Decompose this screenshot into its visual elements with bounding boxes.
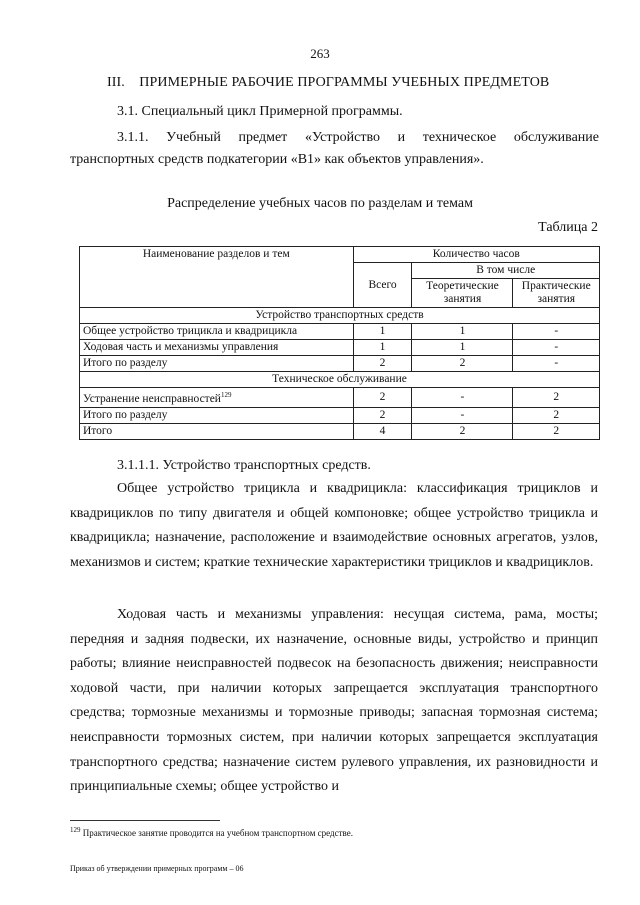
- row-practice: 2: [513, 388, 600, 408]
- table-row: [80, 340, 600, 356]
- section-title-cell: Устройство транспортных средств: [80, 308, 600, 324]
- row-theory: 1: [412, 324, 513, 340]
- topic-subheading: 3.1.1.1. Устройство транспортных средств.: [117, 458, 371, 473]
- row-theory: -: [412, 407, 513, 423]
- header-theory: Теоретические занятия: [412, 279, 513, 308]
- footnote-number: 129: [70, 826, 81, 834]
- hours-table: [79, 246, 600, 440]
- footnote: [70, 826, 353, 838]
- table-row: [80, 388, 600, 408]
- row-theory: 2: [412, 356, 513, 372]
- row-total: 2: [353, 356, 412, 372]
- page-footer: Приказ об утверждении примерных программ – 06: [70, 864, 244, 873]
- row-theory: 2: [412, 423, 513, 439]
- table-header-row: [80, 247, 600, 263]
- row-total: 2: [353, 407, 412, 423]
- paragraph-text: Общее устройство трицикла и квадрицикла: классификация трициклов и квадрициклов по типу двигателя и общей компоновке; общее устройство трицикла и квадрицикла; назначение, расположение и взаимодействие основных агрегатов, узлов, механизмов и систем; краткие технические характеристики трициклов и квадрициклов.: [70, 481, 598, 570]
- row-practice: -: [513, 340, 600, 356]
- subject-title-line2: транспортных средств подкатегории «B1» как объектов управления».: [70, 152, 484, 167]
- row-name: Итого по разделу: [80, 356, 354, 372]
- row-practice: 2: [513, 423, 600, 439]
- header-total: Всего: [353, 263, 412, 308]
- section-title: 3.1. Специальный цикл Примерной программы.: [117, 104, 403, 119]
- paragraph-chassis: [70, 603, 598, 800]
- row-theory: 1: [412, 340, 513, 356]
- footnote-divider: [70, 820, 220, 821]
- table-row: [80, 407, 600, 423]
- table-row: [80, 356, 600, 372]
- row-name: [80, 388, 354, 408]
- header-practice: Практические занятия: [513, 279, 600, 308]
- section-title-cell: Техническое обслуживание: [80, 372, 600, 388]
- header-including: В том числе: [412, 263, 600, 279]
- row-name: Итого по разделу: [80, 407, 354, 423]
- paragraph-general-structure: [70, 477, 598, 575]
- row-name-text: Устранение неисправностей: [83, 392, 221, 405]
- table-label: Таблица 2: [538, 220, 598, 235]
- row-name: Итого: [80, 423, 354, 439]
- row-total: 4: [353, 423, 412, 439]
- row-total: 1: [353, 340, 412, 356]
- row-name: Общее устройство трицикла и квадрицикла: [80, 324, 354, 340]
- table-row: [80, 324, 600, 340]
- header-name: Наименование разделов и тем: [80, 247, 354, 308]
- row-total: 1: [353, 324, 412, 340]
- section-row: [80, 308, 600, 324]
- table-row-total: [80, 423, 600, 439]
- row-practice: -: [513, 356, 600, 372]
- row-total: 2: [353, 388, 412, 408]
- footnote-marker: 129: [220, 391, 232, 399]
- paragraph-text: Ходовая часть и механизмы управления: несущая система, рама, мосты; передняя и задняя подвески, их назначение, основные виды, устройство и принцип работы; влияние неисправностей подвесок на безопасность движения; неисправности ходовой части, при наличии которых запрещается эксплуатация транспортного средства; тормозные механизмы и тормозные приводы; запасная тормозная система; неисправности тормозных систем, при наличии которых запрещается эксплуатация транспортного средства; назначение систем рулевого управления, их разновидности и принципиальные схемы; общее устройство и: [70, 607, 598, 795]
- header-hours: Количество часов: [353, 247, 599, 263]
- page-number: 263: [310, 46, 330, 61]
- row-practice: -: [513, 324, 600, 340]
- table-caption: Распределение учебных часов по разделам и темам: [167, 196, 473, 211]
- row-theory: -: [412, 388, 513, 408]
- row-practice: 2: [513, 407, 600, 423]
- chapter-heading: III. ПРИМЕРНЫЕ РАБОЧИЕ ПРОГРАММЫ УЧЕБНЫХ ПРЕДМЕТОВ: [107, 75, 550, 90]
- row-name: Ходовая часть и механизмы управления: [80, 340, 354, 356]
- section-row: [80, 372, 600, 388]
- subject-title-line1: 3.1.1. Учебный предмет «Устройство и техническое обслуживание: [117, 130, 599, 145]
- footnote-text: Практическое занятие проводится на учебном транспортном средстве.: [80, 828, 353, 838]
